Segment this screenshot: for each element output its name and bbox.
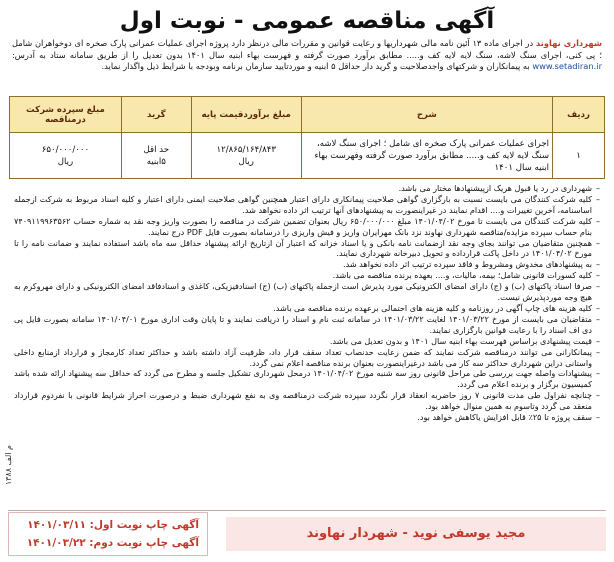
list-item: – متقاضیان می بایست از مورخ ۱۴۰۱/۰۳/۲۲ لغایت ۱۴۰۱/۰۳/۲۲ در سامانه ثبت نام و اسناد را دریافت نمایند و تا پایان وقت اداری مورخ ۱۴۰۱/۰۴/۰۱ سامانه بصورت فایل پی دی اف اسناد را با رعایت قوانین بارگزاری نمایند. <box>14 314 600 336</box>
list-item: – شهرداری در رد یا قبول هریک ازپیشنهادها مختار می باشد. <box>14 183 600 194</box>
intro-paragraph <box>8 38 606 94</box>
intro-lead: شهرداری نهاوند <box>535 38 602 48</box>
cell-estimate <box>191 133 301 179</box>
side-reference-code: ۱۳۸۸ م الف <box>4 445 13 486</box>
list-item: – پیشنهادات واصله جهت بررسی طی مراحل قانونی روز سه شنبه مورخ ۱۴۰۱/۰۴/۰۲ درمحل شهرداری تشکیل جلسه و مطرح می گردد که حداقل سه پیشنهاد ارائه شده باشد کمیسیون برگزار و برنده اعلام می گردد. <box>14 368 600 390</box>
conditions-list <box>8 183 606 493</box>
grade-unit: ۵ابنیه <box>146 156 166 167</box>
cell-grade <box>121 133 191 179</box>
notice-header <box>8 6 606 36</box>
signer-box <box>226 517 606 551</box>
table-row <box>10 133 605 179</box>
intro-body: در اجرای ماده ۱۳ آئین نامه مالی شهرداریها و رعایت قوانین و مقررات مالی درنظر دارد پروژه اجرای عملیات عمرانی پارک صخره ای دوخواهران شامل ؛ پی کنی، اجرای سنگ لاشه، سنگ لایه لایه کف و..... مطابق برآورد صورت گرفته و فهرست بهاء ابنیه سال ۱۴۰۱ بدون تعدیل را از طریق سامانه ستاد به آدرس: <box>12 38 602 60</box>
list-item: – چنانچه نفراول طی مدت قانونی ۷ روز حاضربه انعقاد قرار نگردد سپرده شرکت درمناقصه وی به نفع شهرداری ضبط و درصورت احراز شرایط قانونی با نفردوم قرارداد منعقد می گردد وتاسوم به همین منوال خواهد بود. <box>14 390 600 412</box>
col-row: ردیف <box>553 97 605 133</box>
list-item: – سقف پروژه تا ۲۵٪ قابل افزایش یاکاهش خواهد بود. <box>14 412 600 423</box>
col-estimate: مبلغ برآوردقیمت پایه <box>191 97 301 133</box>
table-header-row <box>10 97 605 133</box>
list-item: – قیمت پیشنهادی براساس فهرست بهاء ابنیه سال ۱۴۰۱ و بدون تعدیل می باشد. <box>14 336 600 347</box>
intro-tail: به پیمانکاران و شرکتهای واجدصلاحیت و گرید دار حداقل ۵ ابنیه و موردتایید سازمان برنامه وبودجه با شرایط ذیل واگذار نماید. <box>101 61 530 71</box>
list-item: – پیمانکارانی می توانند درمناقصه شرکت نمایند که ضمن رعایت حدنصاب تعداد سقف قرار داد، ظرفیت آزاد داشته باشد و حداکثر تعداد کارمجاز و قرارداد ازمنابع داخلی واستانی دراین شهرداری حداکثر سه کار می باشد درغیراینصورت بعنوان برنده مناقصه اعلام نمی گردد. <box>14 347 600 369</box>
col-desc: شرح <box>301 97 552 133</box>
tender-table <box>9 96 605 179</box>
list-item: – کلیه شرکت کنندگان می بایست نسبت به بارگزاری گواهی صلاحیت پیمانکاری دارای اعتبار همچنین گواهی صلاحیت ایمنی دارای اعتبار و کلیه اسناد مربوط به شرکت ازجمله اساسنامه، آخرین تغییرات و.... اقدام نمایند در غیراینصورت به پیشنهادهای آنها ترتیب اثر داده نخواهد شد. <box>14 194 600 216</box>
list-item: – کلیه شرکت کنندگان می بایست تا مورخ ۱۴۰۱/۰۴/۰۲ مبلغ ۶۵۰/۰۰۰/۰۰۰ ریال بعنوان تضمین شرکت در مناقصه را بصورت واریز وجه نقد به شماره حساب ۷۴۰۹۱۱۹۹۶۳۵۶۲ بنام حساب سپرده مزایده/مناقصه شهرداری نهاوند نزد بانک مهرایران واریز و فیش واریزی را درسامانه بصورت فایل PDF درج نمایند. <box>14 216 600 238</box>
col-deposit: مبلغ سپرده شرکت درمناقصه <box>10 97 122 133</box>
list-item: – کلیه هزینه های چاپ آگهی در روزنامه و کلیه هزینه های احتمالی برعهده برنده مناقصه می باشد. <box>14 303 600 314</box>
notice-footer <box>8 510 606 556</box>
list-item: – صرفا اسناد پاکتهای (ب) و (ج) دارای امضای الکترونیکی مورد پذیرش است ازجمله پاکتهای (ب) (ج) اسنادفیزیکی، کاغذی و اسنادفاقد امضای الکترونیکی و دارای مهروکرم به هیچ وجه موردپذیرش نیست. <box>14 281 600 303</box>
col-grade: گرید <box>121 97 191 133</box>
setad-link[interactable]: www.setadiran.ir <box>532 61 602 71</box>
print-date-first: آگهی چاپ نوبت اول: ۱۴۰۱/۰۳/۱۱ <box>27 518 199 531</box>
list-item: – همچنین متقاضیان می توانند بجای وجه نقد ازضمانت نامه بانکی و یا اسناد خزانه که اعتبار آن ازتاریخ ارائه پیشنهاد حداقل سه ماه باشد استفاده نمایند و ضمانت نامه را تا مورخ ۱۴۰۱/۰۴/۰۲ در داخل پاکت قرارداده و تحویل دبیرخانه شهرداری نمایند. <box>14 238 600 260</box>
deposit-unit: ریال <box>57 156 74 167</box>
signer-name: مجید یوسفی نوید - شهردار نهاوند <box>306 526 526 541</box>
print-dates-box <box>8 512 208 556</box>
cell-row: ۱ <box>553 133 605 179</box>
grade-value: حد اقل <box>143 144 170 155</box>
list-item: – به پیشنهادهای مخدوش ومشروط و فاقد سپرده ترتیب اثر داده نخواهد شد. <box>14 259 600 270</box>
cell-deposit <box>10 133 122 179</box>
deposit-value: ۶۵۰/۰۰۰/۰۰۰ <box>41 144 90 155</box>
cell-desc: اجرای عملیات عمرانی پارک صخره ای شامل ؛ اجرای سنگ لاشه، سنگ لایه لایه کف و..... مطابق برآورد صورت گرفته وفهرست بهاء ابنیه سال ۱۴۰۱ <box>301 133 552 179</box>
list-item: – کلیه کسورات قانونی شامل؛ بیمه، مالیات، و.... بعهده برنده مناقصه می باشد. <box>14 270 600 281</box>
notice-title: آگهی مناقصه عمومی - نوبت اول <box>119 8 495 34</box>
print-date-second: آگهی چاپ نوبت دوم: ۱۴۰۱/۰۳/۲۲ <box>26 536 199 549</box>
estimate-unit: ریال <box>238 156 254 167</box>
estimate-value: ۱۲/۸۶۵/۱۶۴/۸۴۳ <box>216 144 276 155</box>
